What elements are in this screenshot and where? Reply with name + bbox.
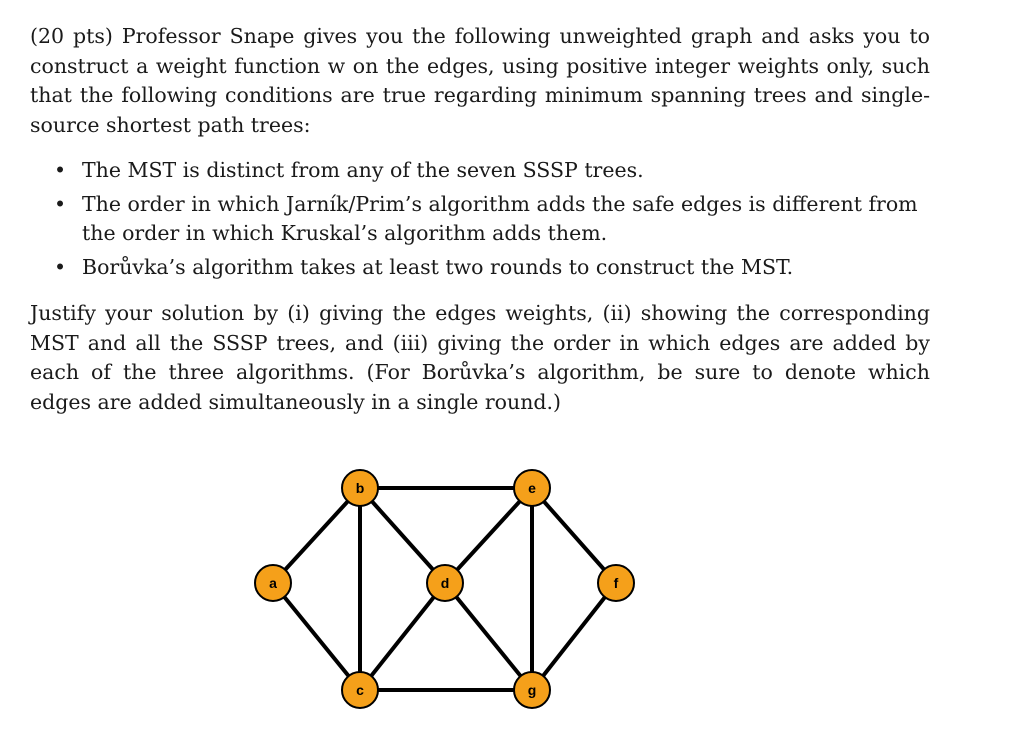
node-label: e <box>528 480 536 496</box>
bullet-icon: • <box>54 158 67 182</box>
node-label: g <box>527 682 537 698</box>
node-a <box>255 565 291 601</box>
problem-intro: (20 pts) Professor Snape gives you the following unweighted graph and asks you to construct a weight function w on the edges, using positive integer weights only, such that the following conditions are true regarding minimum spanning trees and single-source shortest path trees: <box>30 24 930 137</box>
node-d <box>427 565 463 601</box>
node-f <box>598 565 634 601</box>
bullet-icon: • <box>54 191 67 216</box>
node-b <box>342 470 378 506</box>
node-label: a <box>269 575 277 591</box>
node-g <box>514 672 550 708</box>
node-c <box>342 672 378 708</box>
node-label: c <box>356 682 364 698</box>
edge-f-g <box>532 583 616 690</box>
edge-b-d <box>360 488 445 583</box>
node-label: d <box>440 575 450 591</box>
node-e <box>514 470 550 506</box>
edge-c-d <box>360 583 445 690</box>
condition-text: The MST is distinct from any of the seven SSSP trees. <box>82 158 644 182</box>
bullet-icon: • <box>54 254 67 279</box>
edge-d-e <box>445 488 532 583</box>
edge-d-g <box>445 583 532 690</box>
condition-text: Borůvka’s algorithm takes at least two rounds to construct the MST. <box>82 254 794 279</box>
node-label: f <box>613 575 619 591</box>
edge-a-c <box>273 583 360 690</box>
node-label: b <box>355 480 365 496</box>
edge-a-b <box>273 488 360 583</box>
problem-closing: Justify your solution by (i) giving the edges weights, (ii) showing the corresponding MST and all the SSSP trees, and (iii) giving the order in which edges are added by each of the three algorithms. (For Borůvka’s algorithm, be sure to denote which edges are added simultaneously in a single round.) <box>30 301 930 414</box>
condition-text: The order in which Jarník/Prim’s algorithm adds the safe edges is different from the order in which Kruskal’s algorithm adds them. <box>82 191 918 245</box>
edge-e-f <box>532 488 616 583</box>
graph-nodes <box>255 470 634 708</box>
